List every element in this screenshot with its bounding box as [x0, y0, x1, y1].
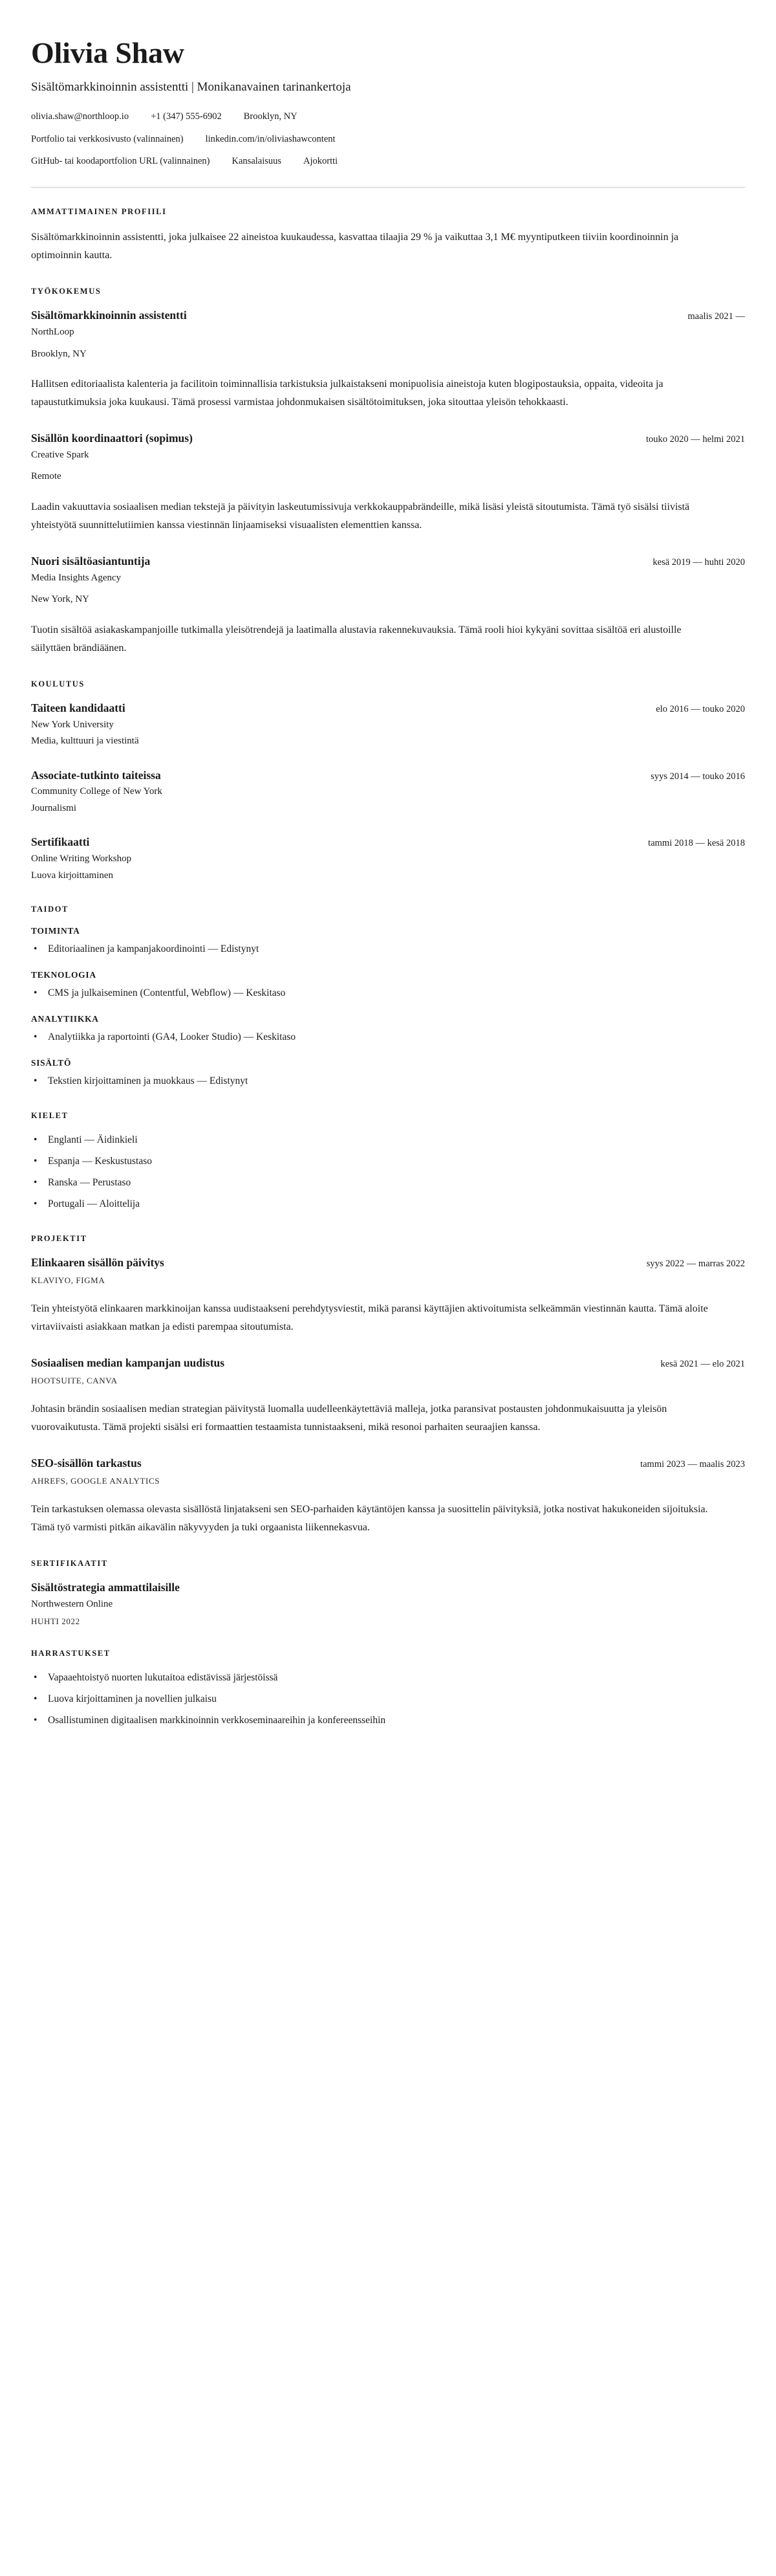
- section-certificates: [31, 1559, 745, 1627]
- experience-entry: [31, 308, 745, 412]
- project-dates: kesä 2021 — elo 2021: [660, 1359, 745, 1370]
- skill-group-label: SISÄLTÖ: [31, 1058, 72, 1068]
- education-entry-head: [31, 701, 745, 716]
- list-item: [31, 1175, 745, 1191]
- project-description-wrap: [31, 1501, 745, 1537]
- skill-text: Analytiikka ja raportointi (GA4, Looker Studio) — Keskitaso: [48, 1031, 296, 1043]
- contact-linkedin[interactable]: linkedin.com/in/oliviashawcontent: [205, 133, 336, 144]
- section-title-certificates: SERTIFIKAATIT: [31, 1558, 108, 1568]
- education-entry: [31, 701, 745, 749]
- skill-text: Editoriaalinen ja kampanjakoordinointi — Edistynyt: [48, 943, 259, 955]
- section-languages: [31, 1111, 745, 1212]
- certificate-issuer: Northwestern Online: [31, 1598, 113, 1609]
- contact-row-links: [31, 133, 745, 147]
- section-profile: [31, 207, 745, 265]
- list-item: [31, 1132, 745, 1148]
- list-item: [31, 1073, 745, 1089]
- project-description-wrap: [31, 1400, 745, 1437]
- project-description: Tein tarkastuksen olemassa olevasta sisällöstä linjatakseni sen SEO-parhaiden käytäntöjen kanssa ja suosittelin päivityksiä, jotka nostivat hakukoneiden sijoituksia. Tämä työ varmisti pitkän aikavälin näkyvyyden ja tuki orgaanista liikennekasvua.: [31, 1503, 708, 1533]
- education-entry: [31, 835, 745, 883]
- project-name: SEO-sisällön tarkastus: [31, 1457, 142, 1470]
- contact-citizenship: Kansalaisuus: [232, 156, 282, 167]
- experience-dates: maalis 2021 —: [687, 311, 745, 322]
- experience-role: Sisällön koordinaattori (sopimus): [31, 432, 193, 445]
- list-item: [31, 1713, 745, 1728]
- project-description: Tein yhteistyötä elinkaaren markkinoijan kanssa uudistaakseni perehdytysviestit, mikä paransi käyttäjien aktivoitumista selkeämmän viestinnän kautta. Tämä aloite virtaviivaisti asiakkaan matkan ja edisti parempaa sitoutumista.: [31, 1303, 708, 1333]
- contact-location: Brooklyn, NY: [243, 111, 297, 122]
- section-title-skills: TAIDOT: [31, 905, 69, 914]
- contact-phone[interactable]: +1 (347) 555-6902: [151, 111, 222, 122]
- skill-group: [31, 970, 745, 1001]
- bullet-icon: •: [34, 1672, 38, 1684]
- bullet-icon: •: [34, 1134, 38, 1146]
- section-skills: [31, 905, 745, 1089]
- skill-list: [31, 1029, 745, 1045]
- skill-group: [31, 1014, 745, 1045]
- skill-list: [31, 985, 745, 1001]
- experience-location: New York, NY: [31, 594, 90, 605]
- section-projects: [31, 1234, 745, 1537]
- bullet-icon: •: [34, 1031, 38, 1043]
- contact-drivers-license: Ajokortti: [303, 156, 338, 167]
- hobby-text: Vapaaehtoistyö nuorten lukutaitoa edistävissä järjestöissä: [48, 1672, 278, 1684]
- experience-company: NorthLoop: [31, 327, 74, 338]
- contact-portfolio[interactable]: Portfolio tai verkkosivusto (valinnainen): [31, 133, 184, 144]
- experience-description: Tuotin sisältöä asiakaskampanjoille tutkimalla yleisötrendejä ja laatimalla alustavia rakennekuvauksia. Tämä rooli hioi kykyäni sovittaa sisältöä eri alustoille säilyttäen brändiäänen.: [31, 624, 682, 654]
- education-entry: [31, 768, 745, 816]
- header-divider: [31, 187, 745, 188]
- education-degree: Taiteen kandidaatti: [31, 701, 125, 714]
- section-education: [31, 679, 745, 883]
- project-entry-head: [31, 1356, 745, 1371]
- education-dates: elo 2016 — touko 2020: [656, 703, 745, 714]
- project-description-wrap: [31, 1300, 745, 1336]
- education-degree: Sertifikaatti: [31, 835, 90, 849]
- skill-text: CMS ja julkaiseminen (Contentful, Webflow) — Keskitaso: [48, 987, 286, 999]
- section-title-experience: TYÖKOKEMUS: [31, 287, 102, 296]
- project-entry-head: [31, 1456, 745, 1471]
- education-school: New York University: [31, 719, 114, 730]
- contact-github[interactable]: GitHub- tai koodaportfolion URL (valinnainen): [31, 156, 210, 167]
- certificate-entry: [31, 1580, 745, 1627]
- list-item: [31, 1029, 745, 1045]
- candidate-name: Olivia Shaw: [31, 36, 184, 69]
- section-experience: [31, 287, 745, 657]
- experience-entry-head: [31, 431, 745, 446]
- hobby-list: [31, 1670, 745, 1728]
- education-dates: tammi 2018 — kesä 2018: [648, 838, 745, 849]
- section-title-languages: KIELET: [31, 1111, 69, 1121]
- section-title-projects: PROJEKTIT: [31, 1234, 87, 1244]
- list-item: [31, 1670, 745, 1686]
- language-list: [31, 1132, 745, 1212]
- experience-description-wrap: [31, 621, 745, 657]
- bullet-icon: •: [34, 1177, 38, 1189]
- hobby-text: Luova kirjoittaminen ja novellien julkaisu: [48, 1693, 217, 1705]
- hobby-text: Osallistuminen digitaalisen markkinoinnin verkkoseminaareihin ja konfereensseihin: [48, 1715, 386, 1726]
- bullet-icon: •: [34, 1693, 38, 1705]
- experience-dates: touko 2020 — helmi 2021: [645, 434, 745, 445]
- profile-summary-text: Sisältömarkkinoinnin assistentti, joka julkaisee 22 aineistoa kuukaudessa, kasvattaa tilaajia 29 % ja vaikuttaa 3,1 M€ myyntiputkeen tiiviin koordinoinnin ja optimoinnin kautta.: [31, 232, 679, 261]
- experience-entry: [31, 554, 745, 657]
- experience-location: Brooklyn, NY: [31, 348, 87, 359]
- bullet-icon: •: [34, 1156, 38, 1167]
- skill-list: [31, 941, 745, 957]
- section-title-hobbies: HARRASTUKSET: [31, 1649, 111, 1658]
- skill-group-label: TOIMINTA: [31, 926, 80, 936]
- bullet-icon: •: [34, 1075, 38, 1087]
- education-degree: Associate-tutkinto taiteissa: [31, 768, 161, 782]
- experience-description: Laadin vakuuttavia sosiaalisen median tekstejä ja päivityin laskeutumissivuja verkkokauppabrändeille, mikä lisäsi yleistä sitoutumista. Tämä työ sisälsi tiivistä yhteistyötä suunnittelutiimien kanssa viestinnän linjaamiseksi visuaalisten elementtien kanssa.: [31, 501, 690, 531]
- list-item: [31, 985, 745, 1001]
- project-tools: HOOTSUITE, CANVA: [31, 1376, 118, 1386]
- bullet-icon: •: [34, 987, 38, 999]
- education-field: Journalismi: [31, 802, 76, 813]
- language-text: Englanti — Äidinkieli: [48, 1134, 138, 1146]
- project-entry: [31, 1456, 745, 1537]
- experience-location: Remote: [31, 471, 61, 482]
- contact-email[interactable]: olivia.shaw@northloop.io: [31, 111, 129, 122]
- skill-list: [31, 1073, 745, 1089]
- education-field: Media, kulttuuri ja viestintä: [31, 736, 139, 747]
- project-dates: syys 2022 — marras 2022: [646, 1259, 745, 1270]
- education-entry-head: [31, 835, 745, 850]
- project-entry: [31, 1255, 745, 1336]
- skill-group-label: ANALYTIIKKA: [31, 1014, 99, 1024]
- experience-entry-head: [31, 554, 745, 569]
- project-entry: [31, 1356, 745, 1437]
- section-hobbies: [31, 1649, 745, 1728]
- language-text: Portugali — Aloittelija: [48, 1198, 140, 1210]
- section-title-education: KOULUTUS: [31, 679, 85, 688]
- project-name: Elinkaaren sisällön päivitys: [31, 1256, 164, 1270]
- bullet-icon: •: [34, 1198, 38, 1210]
- project-dates: tammi 2023 — maalis 2023: [640, 1459, 745, 1470]
- experience-description-wrap: [31, 498, 745, 534]
- language-text: Espanja — Keskustustaso: [48, 1156, 153, 1167]
- skill-text: Tekstien kirjoittaminen ja muokkaus — Edistynyt: [48, 1075, 248, 1087]
- experience-role: Sisältömarkkinoinnin assistentti: [31, 309, 187, 322]
- education-school: Online Writing Workshop: [31, 853, 132, 864]
- experience-company: Media Insights Agency: [31, 572, 122, 583]
- experience-role: Nuori sisältöasiantuntija: [31, 554, 151, 567]
- list-item: [31, 1196, 745, 1212]
- certificate-date: HUHTI 2022: [31, 1616, 80, 1627]
- experience-dates: kesä 2019 — huhti 2020: [652, 556, 745, 567]
- bullet-icon: •: [34, 943, 38, 955]
- list-item: [31, 1691, 745, 1707]
- education-field: Luova kirjoittaminen: [31, 870, 114, 881]
- project-tools: AHREFS, GOOGLE ANALYTICS: [31, 1475, 160, 1486]
- skill-group-label: TEKNOLOGIA: [31, 970, 96, 980]
- list-item: [31, 941, 745, 957]
- project-name: Sosiaalisen median kampanjan uudistus: [31, 1356, 225, 1370]
- list-item: [31, 1154, 745, 1169]
- candidate-headline: Sisältömarkkinoinnin assistentti | Monikanavainen tarinankertoja: [31, 80, 351, 94]
- skill-group: [31, 1058, 745, 1089]
- contact-row-primary: [31, 110, 745, 124]
- project-tools: KLAVIYO, FIGMA: [31, 1275, 105, 1286]
- skill-group: [31, 926, 745, 957]
- experience-description-wrap: [31, 375, 745, 412]
- certificate-name: Sisältöstrategia ammattilaisille: [31, 1580, 180, 1594]
- contact-row-extra: [31, 155, 745, 169]
- experience-entry-head: [31, 308, 745, 323]
- education-entry-head: [31, 768, 745, 783]
- language-text: Ranska — Perustaso: [48, 1177, 131, 1189]
- education-school: Community College of New York: [31, 786, 162, 797]
- experience-entry: [31, 431, 745, 534]
- bullet-icon: •: [34, 1715, 38, 1726]
- project-description: Johtasin brändin sosiaalisen median strategian päivitystä luomalla uudelleenkäytettäviä malleja, jotka paransivat postausten johdonmukaisuutta ja yleisön vuorovaikutusta. Tämä projekti sisälsi eri formaattien testaamista tunnistaakseni, mikä resonoi parhaiten seuraajien kanssa.: [31, 1404, 667, 1433]
- experience-company: Creative Spark: [31, 449, 89, 460]
- project-entry-head: [31, 1255, 745, 1270]
- education-dates: syys 2014 — touko 2016: [651, 771, 745, 782]
- resume-header: [31, 38, 745, 169]
- section-title-profile: AMMATTIMAINEN PROFIILI: [31, 207, 167, 217]
- experience-description: Hallitsen editoriaalista kalenteria ja facilitoin toiminnallisia tarkistuksia julkaistakseni monipuolisia aineistoja kuten blogipostauksia, oppaita, videoita ja tapaustutkimuksia joka kuukausi. Tämä prosessi varmistaa johdonmukaisen sisältötoimituksen, joka sitouttaa yleisön tehokkaasti.: [31, 379, 663, 408]
